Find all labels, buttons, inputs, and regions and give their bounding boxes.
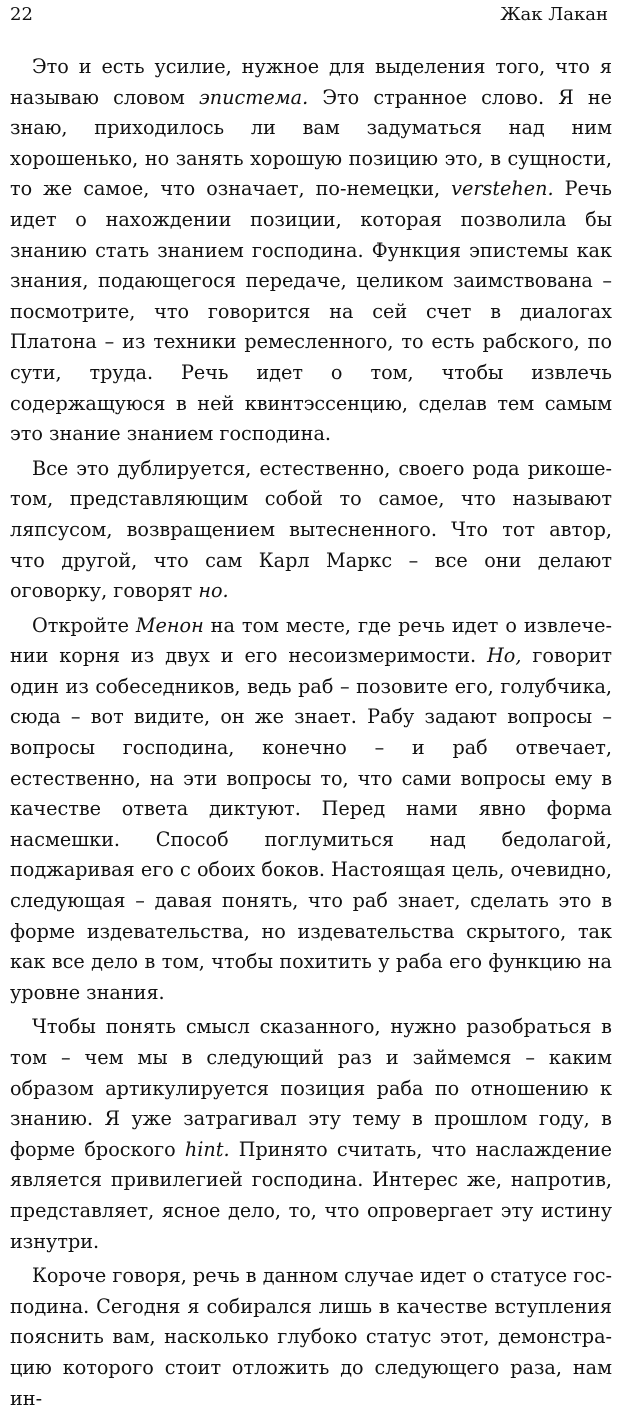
- body-text: [10, 52, 612, 1414]
- text-segment: Речь идет о нахождении позиции, которая позволила бы знанию стать знанием господина. Функция эпистемы как знания, подающегося передаче, целиком заимствована – посмотрите, что говорится на сей счет в диалогах Платона – из техники ремесленного, то есть рабского, по сути, труда. Речь идет о том, чтобы извлечь содержащуюся в ней квинтэссенцию, сделав тем самым это знание знанием господина.: [10, 177, 612, 446]
- text-segment: говорит один из собеседников, ведь раб – позовите его, голубчика, сюда – вот видите, он же знает. Рабу задают вопросы – вопросы господина, конечно – и раб отвечает, естественно, на эти вопросы то, что сами вопросы ему в качестве ответа диктуют. Перед нами явно форма насмешки. Способ поглумиться над бедолагой, поджаривая его с обоих боков. Настоящая цель, очевидно, следующая – давая понять, что раб знает, сделать это в форме издевательства, но издевательства скрытого, так как все дело в том, чтобы похитить у раба его функцию на уровне знания.: [10, 644, 613, 1004]
- italic-term: Менон: [135, 613, 204, 637]
- italic-term: Но,: [487, 644, 522, 668]
- paragraph: [10, 1012, 612, 1257]
- text-segment: на том месте, где речь идет о извлечении корня из двух и его несоизмеримости.: [10, 613, 613, 668]
- paragraph: [10, 611, 612, 1009]
- page-header: [10, 4, 608, 32]
- paragraph: [10, 454, 612, 607]
- running-head-author: Жак Лакан: [500, 4, 608, 25]
- italic-term: но.: [198, 579, 229, 603]
- text-segment: Короче говоря, речь в данном случае идет о статусе господина. Сегодня я собирался лишь в качестве вступления пояснить вам, насколько глубоко статус этот, демонстрацию которого стоит отложить до следующего раза, нам ин-: [10, 1264, 612, 1410]
- italic-term: hint.: [184, 1137, 230, 1161]
- paragraph: [10, 52, 612, 450]
- page-number: 22: [10, 4, 33, 25]
- text-segment: Все это дублируется, естественно, своего рода рикошетом, представляющим собой то самое, что называют ляпсусом, возвращением вытесненного. Что тот автор, что другой, что сам Карл Маркс – все они делают оговорку, говорят: [10, 456, 612, 603]
- text-segment: Принято считать, что наслаждение является привилегией господина. Интерес же, напротив, представляет, ясное дело, то, что опровергает эту истину изнутри.: [10, 1137, 612, 1253]
- text-segment: Это странное слово. Я не знаю, приходилось ли вам задуматься над ним хорошенько, но занять хорошую позицию это, в сущности, то же самое, что означает, по-немецки,: [10, 85, 612, 201]
- text-segment: Это и есть усилие, нужное для выделения того, что я называю словом: [10, 55, 612, 109]
- text-segment: Чтобы понять смысл сказанного, нужно разобраться в том – чем мы в следующий раз и займемся – каким образом артикулируется позиция раба по отношению к знанию. Я уже затрагивал эту тему в прошлом году, в форме броского: [10, 1015, 612, 1161]
- italic-term: эпистема.: [199, 85, 309, 109]
- paragraph: [10, 1261, 612, 1414]
- italic-term: verstehen.: [451, 177, 554, 201]
- text-segment: Откройте: [32, 613, 136, 637]
